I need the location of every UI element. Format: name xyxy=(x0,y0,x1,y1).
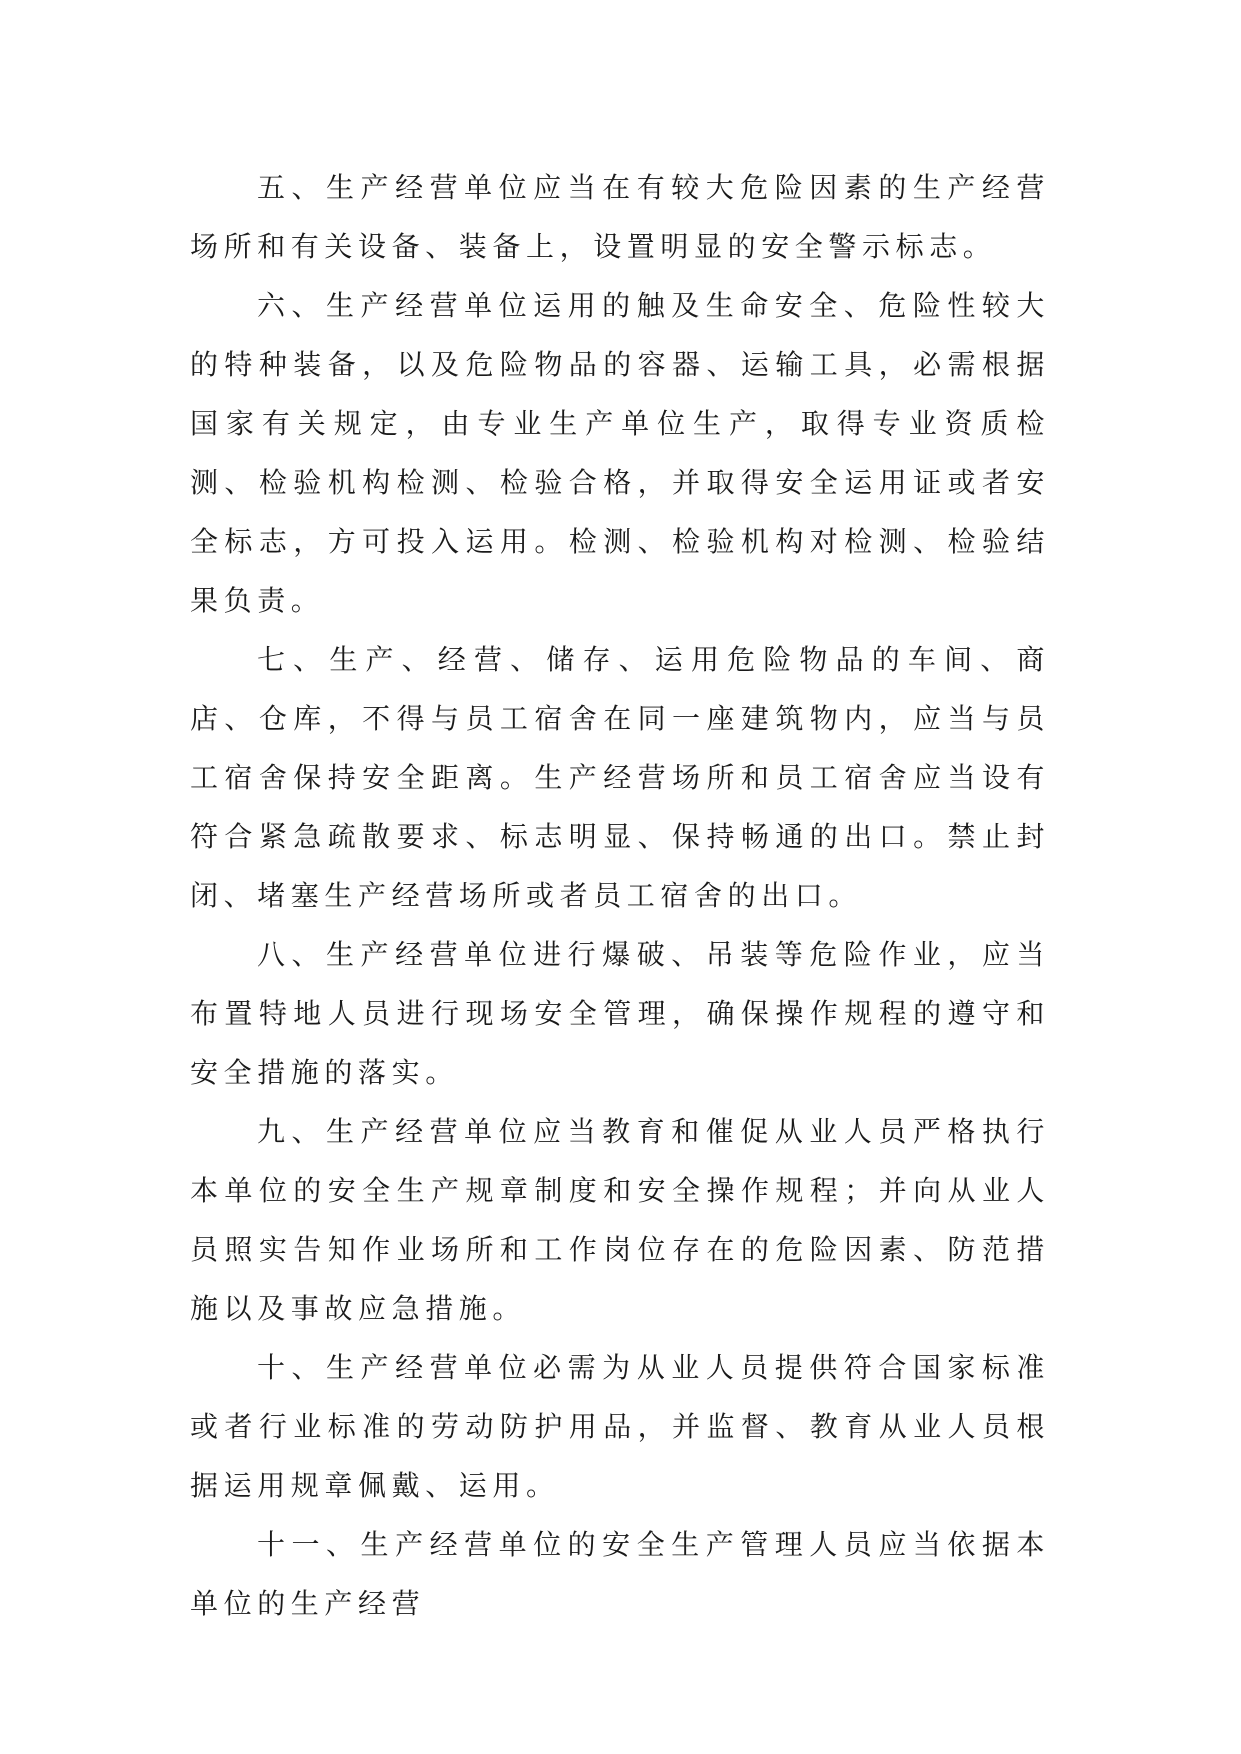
paragraph-11: 十一、生产经营单位的安全生产管理人员应当依据本单位的生产经营 xyxy=(190,1528,1050,1620)
paragraph-5: 五、生产经营单位应当在有较大危险因素的生产经营场所和有关设备、装备上，设置明显的安全警示标志。 xyxy=(190,171,1050,263)
document-body xyxy=(190,158,1050,1633)
paragraph-8: 八、生产经营单位进行爆破、吊装等危险作业，应当布置特地人员进行现场安全管理，确保操作规程的遵守和安全措施的落实。 xyxy=(190,938,1050,1089)
paragraph-6: 六、生产经营单位运用的触及生命安全、危险性较大的特种装备，以及危险物品的容器、运输工具，必需根据国家有关规定，由专业生产单位生产，取得专业资质检测、检验机构检测、检验合格，并取得安全运用证或者安全标志，方可投入运用。检测、检验机构对检测、检验结果负责。 xyxy=(190,289,1050,617)
paragraph-10: 十、生产经营单位必需为从业人员提供符合国家标准或者行业标准的劳动防护用品，并监督、教育从业人员根据运用规章佩戴、运用。 xyxy=(190,1351,1050,1502)
paragraph-7: 七、生产、经营、储存、运用危险物品的车间、商店、仓库，不得与员工宿舍在同一座建筑物内，应当与员工宿舍保持安全距离。生产经营场所和员工宿舍应当设有符合紧急疏散要求、标志明显、保持畅通的出口。禁止封闭、堵塞生产经营场所或者员工宿舍的出口。 xyxy=(190,643,1050,912)
paragraph-9: 九、生产经营单位应当教育和催促从业人员严格执行本单位的安全生产规章制度和安全操作规程；并向从业人员照实告知作业场所和工作岗位存在的危险因素、防范措施以及事故应急措施。 xyxy=(190,1115,1050,1325)
